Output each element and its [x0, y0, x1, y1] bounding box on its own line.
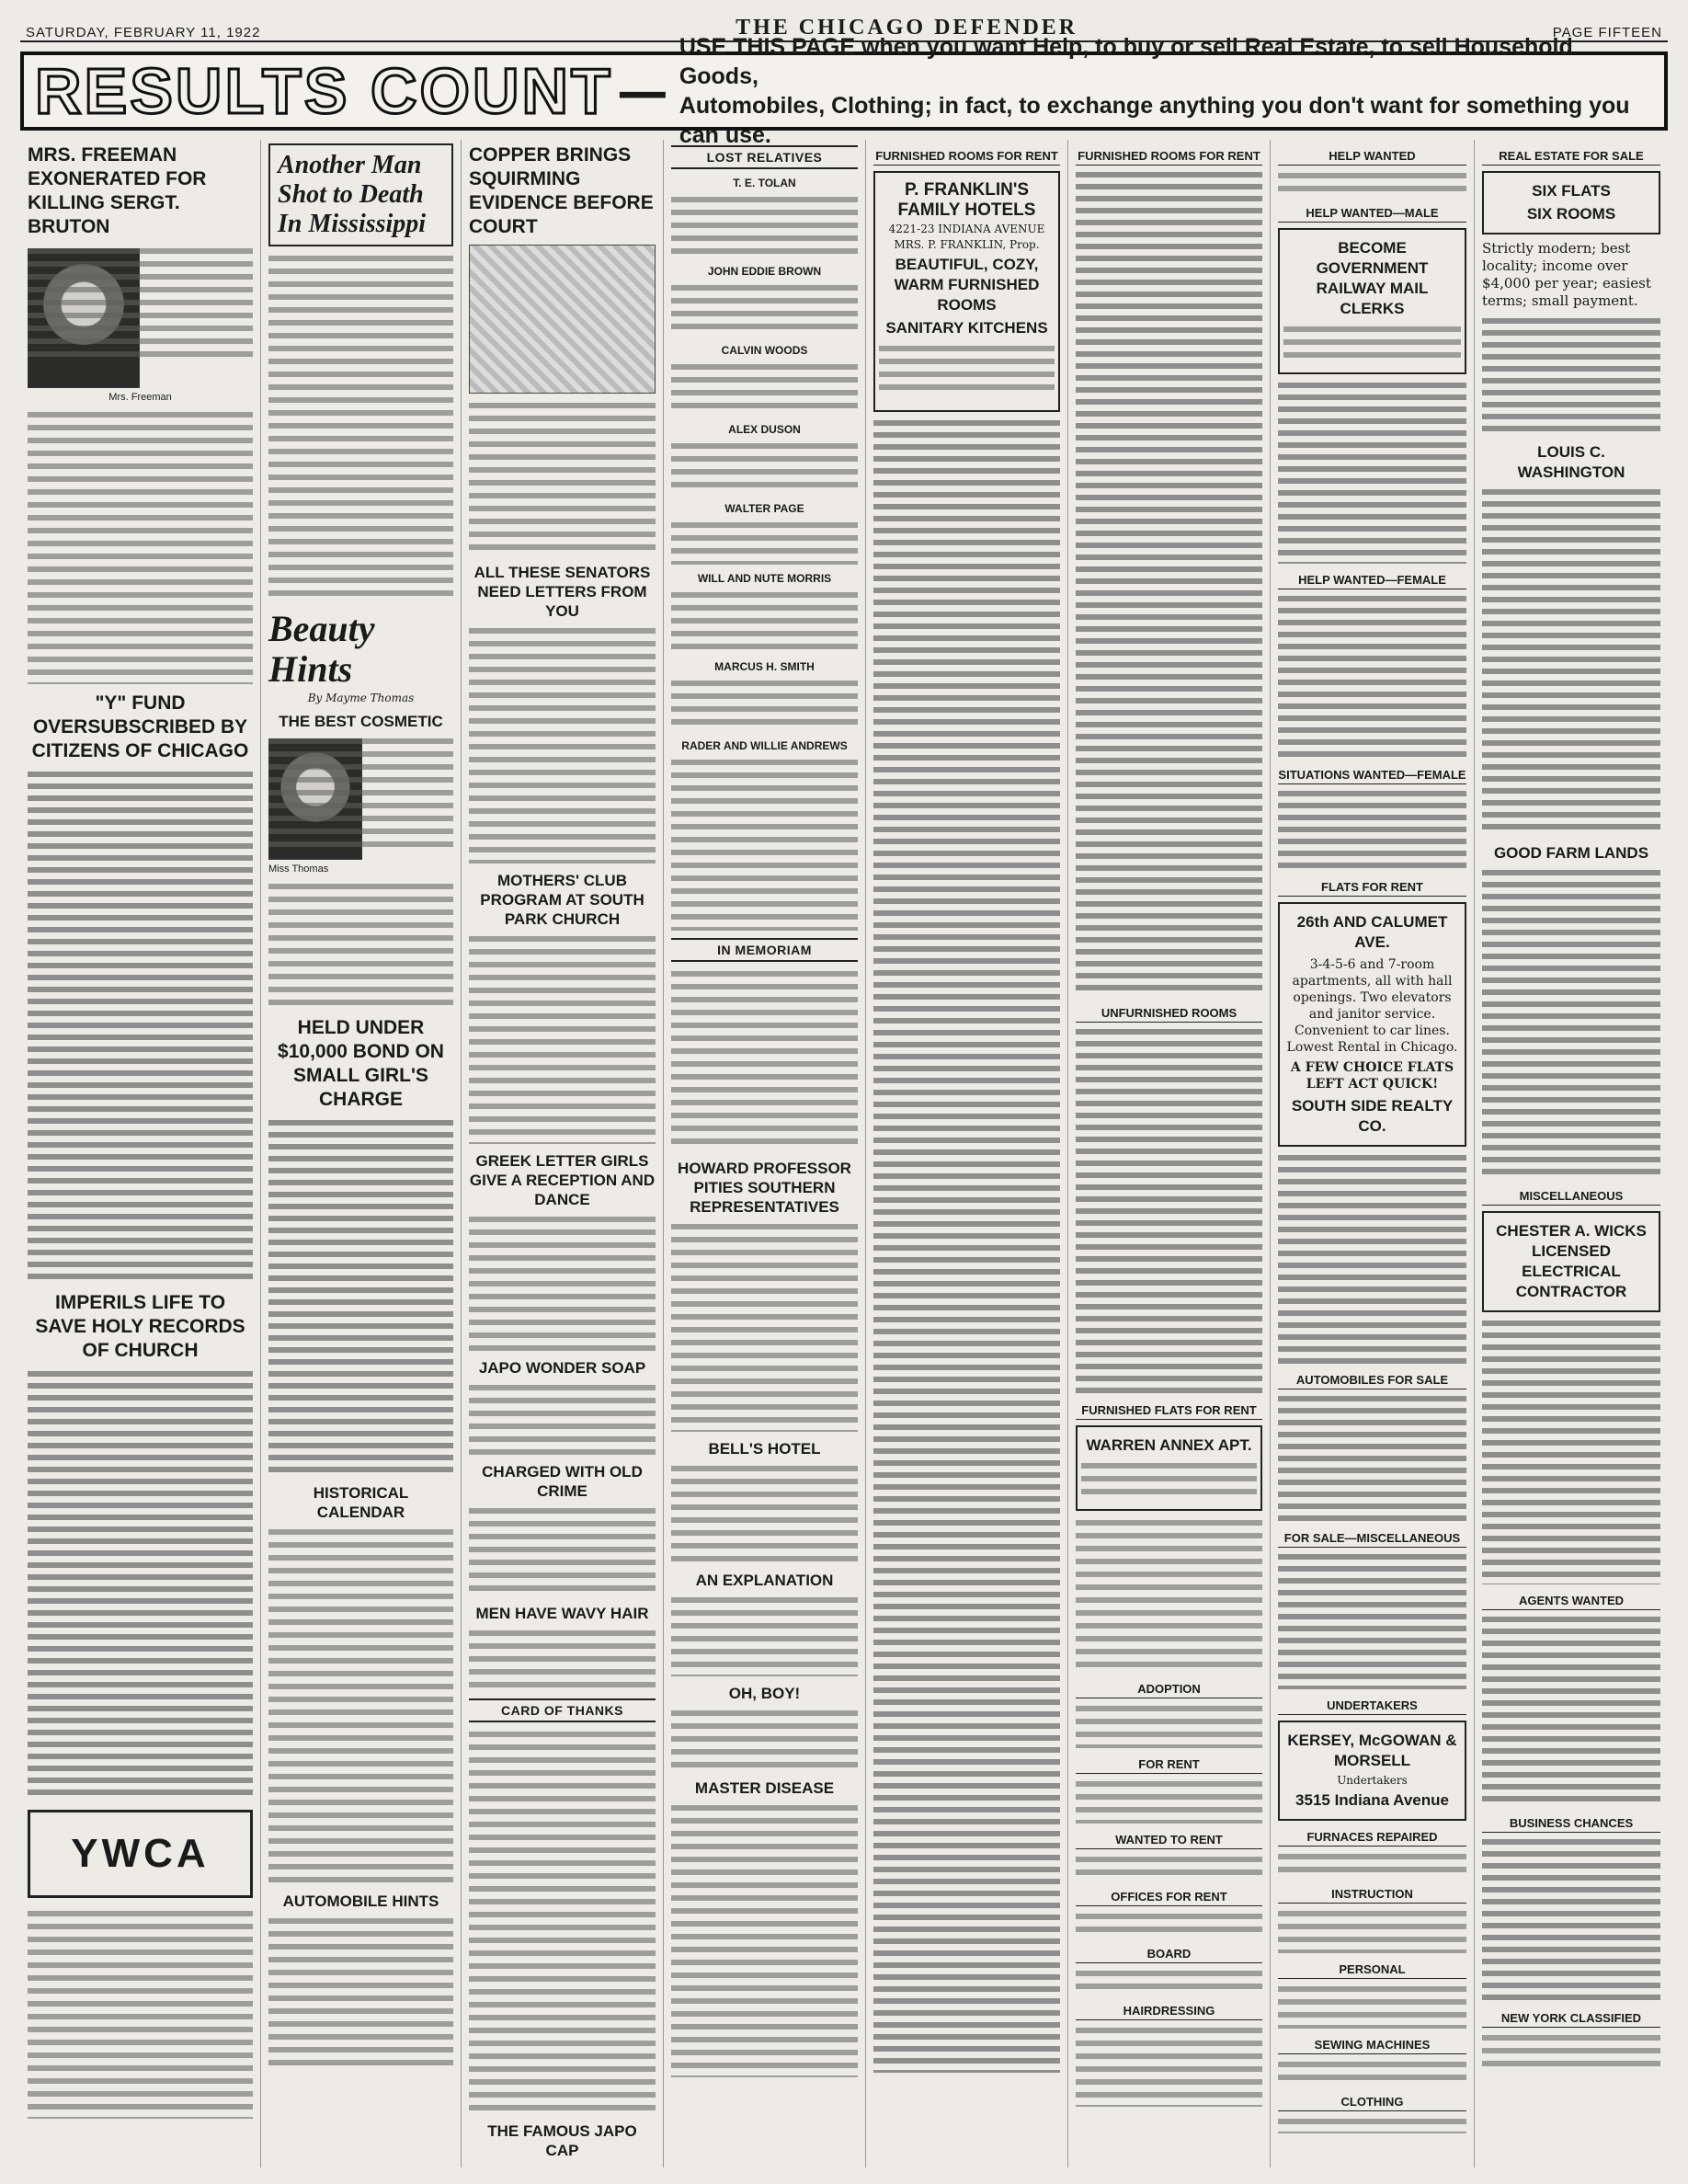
classified-header: FOR RENT: [1076, 1755, 1262, 1774]
column-3: [462, 140, 664, 2167]
classified-listings: [1482, 2031, 1660, 2068]
notice-name: RADER AND WILLIE ANDREWS: [681, 739, 848, 752]
sub-headline: AUTOMOBILE HINTS: [282, 1892, 439, 1910]
story-body: [268, 1117, 453, 1476]
ad-address: 3515 Indiana Avenue: [1295, 1791, 1449, 1809]
sub-headline: MASTER DISEASE: [694, 1779, 835, 1797]
classified-header: FURNISHED ROOMS FOR RENT: [1076, 147, 1262, 166]
column-2: [261, 140, 462, 2167]
warren-annex-ad: [1076, 1425, 1262, 1511]
sub-headline: AN EXPLANATION: [695, 1572, 834, 1589]
classified-header: INSTRUCTION: [1278, 1885, 1466, 1904]
classified-listings: [1278, 593, 1466, 759]
sub-headline: THE BEST COSMETIC: [279, 713, 443, 730]
classified-listings: [1278, 1907, 1466, 1953]
beauty-hints-title: Beauty Hints: [268, 608, 375, 690]
story-body: [28, 408, 253, 684]
agent-name: LOUIS C. WASHINGTON: [1517, 443, 1625, 481]
photo-caption: Mrs. Freeman: [108, 392, 172, 403]
classified-header: PERSONAL: [1278, 1961, 1466, 1979]
undertakers-ad: [1278, 1721, 1466, 1821]
story-headline: MRS. FREEMAN EXONERATED FOR KILLING SERGT. BRUTON: [28, 144, 207, 237]
paper-name: THE CHICAGO DEFENDER: [736, 16, 1078, 40]
classified-header: FURNACES REPAIRED: [1278, 1828, 1466, 1847]
story-body: [268, 735, 453, 854]
sub-headline: MOTHERS' CLUB PROGRAM AT SOUTH PARK CHURCH: [480, 872, 644, 928]
sub-headline: JAPO WONDER SOAP: [478, 1359, 646, 1377]
classified-listings: [1076, 1778, 1262, 1824]
sub-headline: HOWARD PROFESSOR PITIES SOUTHERN REPRESENTATIVES: [678, 1160, 851, 1216]
photo-caption: Miss Thomas: [268, 863, 329, 875]
ad-headline: BEAUTIFUL, COZY, WARM FURNISHED ROOMS: [894, 256, 1040, 314]
sub-headline: THE FAMOUS JAPO CAP: [487, 2122, 637, 2159]
column-4: [664, 140, 866, 2167]
story-body: [469, 399, 656, 555]
banner-line-2: Automobiles, Clothing; in fact, to exchange anything you don't want for something you can use.: [679, 93, 1630, 148]
classified-header: OFFICES FOR RENT: [1076, 1888, 1262, 1906]
notice-body: [671, 589, 858, 653]
classified-listings: [1482, 1614, 1660, 1807]
story-body: [469, 1381, 656, 1455]
ad-company: SOUTH SIDE REALTY CO.: [1291, 1097, 1454, 1135]
sub-headline: BELL'S HOTEL: [708, 1440, 821, 1458]
classified-listings: [1076, 1702, 1262, 1748]
story-body: [469, 2164, 656, 2167]
classified-listings: [1482, 486, 1660, 836]
notice-name: CALVIN WOODS: [721, 344, 808, 357]
story-body: [671, 1801, 858, 2077]
classified-listings: [1076, 2024, 1262, 2107]
banner-dash: —: [616, 61, 668, 121]
classified-listings: [1482, 867, 1660, 1180]
ad-kitchens: SANITARY KITCHENS: [885, 319, 1048, 337]
ad-urgency: A FEW CHOICE FLATS LEFT ACT QUICK!: [1290, 1060, 1454, 1092]
sub-headline: HISTORICAL CALENDAR: [313, 1484, 409, 1521]
classified-listings: [1482, 1318, 1660, 1584]
ad-title: WARREN ANNEX APT.: [1086, 1436, 1252, 1454]
classified-listings: [1278, 1551, 1466, 1689]
classified-listings: [1278, 380, 1466, 564]
notice-name: MARCUS H. SMITH: [714, 660, 815, 673]
classified-header: AGENTS WANTED: [1482, 1592, 1660, 1610]
classified-header: WANTED TO RENT: [1076, 1831, 1262, 1849]
notice-body: [671, 519, 858, 565]
issue-date: SATURDAY, FEBRUARY 11, 1922: [26, 25, 261, 40]
classified-listings: [1076, 1967, 1262, 1995]
ad-title: 26th AND CALUMET AVE.: [1296, 913, 1448, 951]
classified-header: REAL ESTATE FOR SALE: [1482, 147, 1660, 166]
classified-header: HELP WANTED—MALE: [1278, 204, 1466, 223]
notice-body: [671, 360, 858, 416]
ad-proprietor: MRS. P. FRANKLIN, Prop.: [894, 238, 1040, 251]
classified-header: FURNISHED FLATS FOR RENT: [1076, 1401, 1262, 1420]
story-body: [268, 1526, 453, 1884]
story-headline: HELD UNDER $10,000 BOND ON SMALL GIRL'S CHARGE: [278, 1017, 444, 1110]
ad-title: KERSEY, McGOWAN & MORSELL: [1287, 1732, 1457, 1769]
cartoon-illustration: [469, 245, 656, 394]
farm-lands-ad: GOOD FARM LANDS: [1493, 844, 1649, 862]
story-headline: IMPERILS LIFE TO SAVE HOLY RECORDS OF CHURCH: [35, 1292, 245, 1361]
sub-headline: ALL THESE SENATORS NEED LETTERS FROM YOU: [473, 564, 651, 620]
ad-description: Strictly modern; best locality; income over $4,000 per year; easiest terms; small payment.: [1482, 240, 1651, 309]
ywca-logo: YWCA: [28, 1810, 253, 1898]
story-body: [469, 624, 656, 863]
classified-listings: [1278, 788, 1466, 871]
classified-listings: [873, 417, 1060, 2073]
ad-subtitle: SIX ROOMS: [1526, 205, 1616, 223]
banner-tagline: [679, 32, 1653, 150]
story-body: [28, 1907, 253, 2119]
notice-body: [671, 967, 858, 1151]
section-header: LOST RELATIVES: [671, 145, 858, 169]
ad-address: 4221-23 INDIANA AVENUE: [888, 223, 1045, 235]
classified-listings: [1076, 1853, 1262, 1881]
classified-listings: [1278, 169, 1466, 197]
ad-body: [1283, 323, 1461, 360]
notice-body: [671, 756, 858, 931]
banner-line-1: USE THIS PAGE when you want Help, to buy or sell Real Estate, to sell Household Goods,: [679, 34, 1573, 89]
column-6: [1068, 140, 1271, 2167]
byline: By Mayme Thomas: [307, 692, 415, 704]
story-headline: COPPER BRINGS SQUIRMING EVIDENCE BEFORE COURT: [469, 144, 654, 237]
columns: [20, 140, 1668, 2167]
story-headline: "Y" FUND OVERSUBSCRIBED BY CITIZENS OF CHICAGO: [31, 692, 249, 761]
page-number: PAGE FIFTEEN: [1552, 25, 1662, 40]
classified-header: FURNISHED ROOMS FOR RENT: [873, 147, 1060, 166]
classified-listings: [1278, 1152, 1466, 1364]
ad-subtitle: Undertakers: [1337, 1774, 1408, 1787]
classified-header: FLATS FOR RENT: [1278, 878, 1466, 897]
story-headline: Another Man Shot to Death In Mississippi: [268, 143, 453, 246]
classified-listings: [1278, 2115, 1466, 2133]
notice-body: [671, 193, 858, 257]
column-1: [20, 140, 261, 2167]
classified-header: AUTOMOBILES FOR SALE: [1278, 1371, 1466, 1389]
classified-header: FOR SALE—MISCELLANEOUS: [1278, 1529, 1466, 1548]
column-7: [1271, 140, 1475, 2167]
classified-listings: [1278, 2058, 1466, 2086]
notice-name: T. E. TOLAN: [733, 177, 796, 189]
classified-listings: [1076, 169, 1262, 997]
classified-header: HELP WANTED: [1278, 147, 1466, 166]
railway-mail-ad: [1278, 228, 1466, 374]
story-body: [28, 245, 253, 364]
notice-name: WILL AND NUTE MORRIS: [697, 572, 832, 585]
classified-header: SEWING MACHINES: [1278, 2036, 1466, 2054]
column-8: [1475, 140, 1668, 2167]
section-header: CARD OF THANKS: [469, 1698, 656, 1722]
story-body: [671, 1462, 858, 1563]
notice-name: ALEX DUSON: [728, 423, 801, 436]
classified-listings: [1278, 1983, 1466, 2029]
story-body: [469, 1213, 656, 1351]
notice-name: WALTER PAGE: [724, 502, 804, 515]
story-body: [469, 1728, 656, 2114]
story-body: [28, 769, 253, 1284]
classified-listings: [1482, 1836, 1660, 2002]
classified-header: BUSINESS CHANCES: [1482, 1814, 1660, 1833]
classified-header: MISCELLANEOUS: [1482, 1187, 1660, 1206]
sub-headline: CHARGED WITH OLD CRIME: [482, 1463, 643, 1500]
notice-name: JOHN EDDIE BROWN: [707, 265, 822, 278]
classified-header: HAIRDRESSING: [1076, 2002, 1262, 2020]
ad-body: [879, 342, 1055, 397]
story-body: [469, 1504, 656, 1596]
story-body: [268, 252, 453, 601]
calumet-flats-ad: [1278, 902, 1466, 1147]
classified-header: UNDERTAKERS: [1278, 1697, 1466, 1715]
results-count-banner: [20, 34, 1668, 148]
story-body: [469, 1627, 656, 1691]
six-flats-ad: [1482, 171, 1660, 234]
story-body: [671, 1594, 858, 1676]
ad-description: 3-4-5-6 and 7-room apartments, all with hall openings. Two elevators and janitor service. Convenient to car lines. Lowest Rental in Chicago.: [1286, 957, 1458, 1055]
franklin-hotels-ad: [873, 171, 1060, 412]
banner-title: RESULTS COUNT: [35, 55, 613, 127]
wicks-ad: [1482, 1211, 1660, 1312]
ad-title: P. FRANKLIN'S FAMILY HOTELS: [897, 180, 1036, 220]
ad-title: CHESTER A. WICKS LICENSED ELECTRICAL CONTRACTOR: [1496, 1222, 1647, 1300]
story-body: [268, 1915, 453, 2071]
story-body: [28, 1368, 253, 1801]
notice-body: [671, 440, 858, 495]
sub-headline: MEN HAVE WAVY HAIR: [475, 1605, 649, 1622]
classified-listings: [1076, 1026, 1262, 1394]
classified-header: UNFURNISHED ROOMS: [1076, 1004, 1262, 1023]
sub-headline: GREEK LETTER GIRLS GIVE A RECEPTION AND DANCE: [469, 1152, 656, 1208]
sub-headline: OH, BOY!: [728, 1685, 801, 1702]
ad-title: BECOME GOVERNMENT RAILWAY MAIL CLERKS: [1316, 239, 1429, 317]
classified-listings: [1278, 1393, 1466, 1522]
classified-header: ADOPTION: [1076, 1680, 1262, 1698]
section-header: IN MEMORIAM: [671, 938, 858, 962]
story-body: [671, 1220, 858, 1432]
ad-body: [1081, 1459, 1257, 1496]
classified-header: SITUATIONS WANTED—FEMALE: [1278, 766, 1466, 784]
story-body: [469, 932, 656, 1144]
classified-header: NEW YORK CLASSIFIED: [1482, 2009, 1660, 2028]
story-body: [268, 880, 453, 1009]
classified-listings: [1278, 1850, 1466, 1878]
classified-listings: [1076, 1910, 1262, 1938]
classified-header: CLOTHING: [1278, 2093, 1466, 2111]
ad-title: SIX FLATS: [1532, 182, 1611, 200]
classified-header: HELP WANTED—FEMALE: [1278, 571, 1466, 589]
classified-listings: [1076, 1516, 1262, 1673]
notice-body: [671, 677, 858, 732]
classified-listings: [1482, 315, 1660, 435]
column-5: [866, 140, 1068, 2167]
notice-body: [671, 281, 858, 337]
story-body: [671, 1707, 858, 1771]
classified-header: BOARD: [1076, 1945, 1262, 1963]
